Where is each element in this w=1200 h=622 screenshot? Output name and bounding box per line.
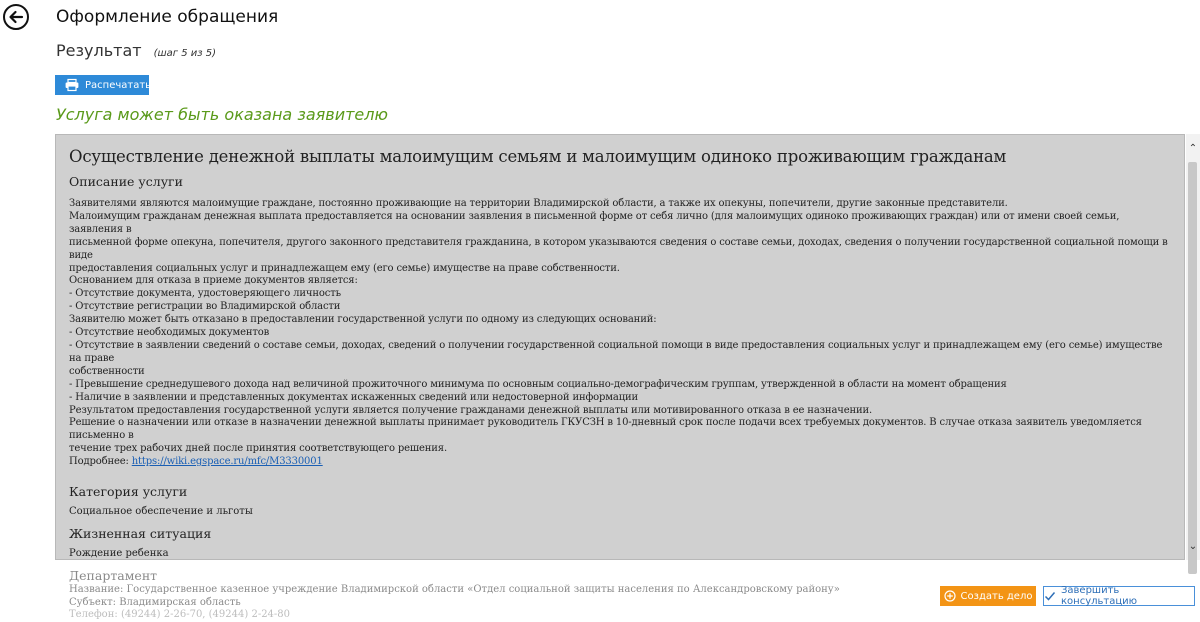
description-line: Малоимущим гражданам денежная выплата предоставляется на основании заявления в письменной форме от себя лично (для малоимущих одиноко проживающих граждан) или от имени своей семьи, заявления в: [69, 210, 1120, 235]
department-phone-row: [69, 609, 1170, 622]
add-circle-icon: [944, 590, 956, 602]
step-indicator: [56, 41, 216, 60]
finish-consultation-label: Завершить консультацию: [1061, 585, 1138, 607]
more-info-link[interactable]: https://wiki.egspace.ru/mfc/M3330001: [131, 456, 323, 468]
department-phone: (49244) 2-26-70, (49244) 2-24-80: [120, 609, 291, 621]
life-situation-heading: Жизненная ситуация: [69, 526, 212, 542]
description-line: письменной форме опекуна, попечителя, другого законного представителя гражданина, в котором указываются сведения о составе семьи, доходах, сведения о получении государственной социальной помощи в виде: [69, 236, 1168, 261]
print-button-label: Распечатать: [85, 79, 152, 91]
department-heading: Департамент: [69, 568, 158, 584]
step-title: Результат: [56, 41, 142, 60]
description-line: Решение о назначении или отказе в назначении денежной выплаты принимает руководитель ГКУСЗН в 10-дневный срок после подачи всех требуемых документов. В случае отказа заявитель уведомляется письменно в: [69, 417, 1142, 442]
more-info-line: [69, 456, 1170, 469]
description-heading: Описание услуги: [69, 174, 183, 189]
chevron-up-icon[interactable]: ⌃: [1188, 142, 1198, 154]
description-line: течение трех рабочих дней после принятия соответствующего решения.: [69, 443, 447, 455]
description-line: - Отсутствие регистрации во Владимирской области: [69, 301, 341, 313]
description-line: собственности: [69, 365, 145, 377]
create-case-button[interactable]: [940, 586, 1036, 606]
description-line: Результатом предоставления государственной услуги является получение гражданами денежной выплаты или мотивированного отказа в ее назначении.: [69, 404, 873, 416]
back-button[interactable]: [3, 4, 29, 30]
create-case-label: Создать дело: [960, 590, 1033, 602]
department-subject-label: Субъект:: [69, 596, 116, 608]
arrow-left-icon: [8, 9, 24, 25]
department-subject: Владимирская область: [119, 596, 241, 608]
step-count: (шаг 5 из 5): [153, 48, 216, 59]
description-line: - Отсутствие в заявлении сведений о составе семьи, доходах, сведений о получении государственной социальной помощи в виде предоставления социальных услуг и принадлежащем ему (его семье) имуществе на праве: [69, 339, 1163, 364]
description-line: - Наличие в заявлении и представленных документах искаженных сведений или недостоверной информации: [69, 391, 639, 403]
description-line: предоставления социальных услуг и принадлежащем ему (его семье) имуществе на праве собственности.: [69, 262, 620, 274]
chevron-down-icon[interactable]: ⌄: [1188, 540, 1198, 552]
description-line: - Отсутствие необходимых документов: [69, 327, 270, 339]
service-title: Осуществление денежной выплаты малоимущим семьям и малоимущим одиноко проживающим гражданам: [69, 147, 1007, 166]
check-icon: [1044, 590, 1056, 602]
category-heading: Категория услуги: [69, 484, 188, 500]
result-message: Услуга может быть оказана заявителю: [56, 105, 388, 124]
print-button[interactable]: [55, 75, 152, 95]
department-phone-label: Телефон:: [69, 609, 118, 621]
service-description: [69, 198, 1170, 469]
description-line: Заявителями являются малоимущие граждане, постоянно проживающие на территории Владимирской области, а также их опекуны, попечители, другие законные представители.: [69, 198, 1008, 209]
description-line: - Отсутствие документа, удостоверяющего личность: [69, 288, 341, 300]
printer-icon: [65, 79, 79, 91]
page-title: Оформление обращения: [56, 7, 279, 27]
scrollbar-thumb[interactable]: [1188, 162, 1197, 574]
description-line: Основанием для отказа в приеме документов является:: [69, 275, 358, 287]
more-info-label: Подробнее:: [69, 456, 129, 468]
department-name-label: Название:: [69, 584, 124, 596]
description-line: - Превышение среднедушевого дохода над величиной прожиточного минимума по основным социально-демографическим группам, утвержденной в области на момент обращения: [69, 378, 1007, 390]
panel-scrollbar[interactable]: [1186, 134, 1200, 560]
department-name: Государственное казенное учреждение Владимирской области «Отдел социальной защиты населения по Александровскому району»: [126, 584, 840, 596]
description-line: Заявителю может быть отказано в предоставлении государственной услуги по одному из следующих оснований:: [69, 314, 657, 326]
life-situation-value: Рождение ребенка: [69, 548, 169, 560]
category-value: Социальное обеспечение и льготы: [69, 506, 253, 518]
finish-consultation-button[interactable]: [1043, 586, 1195, 606]
